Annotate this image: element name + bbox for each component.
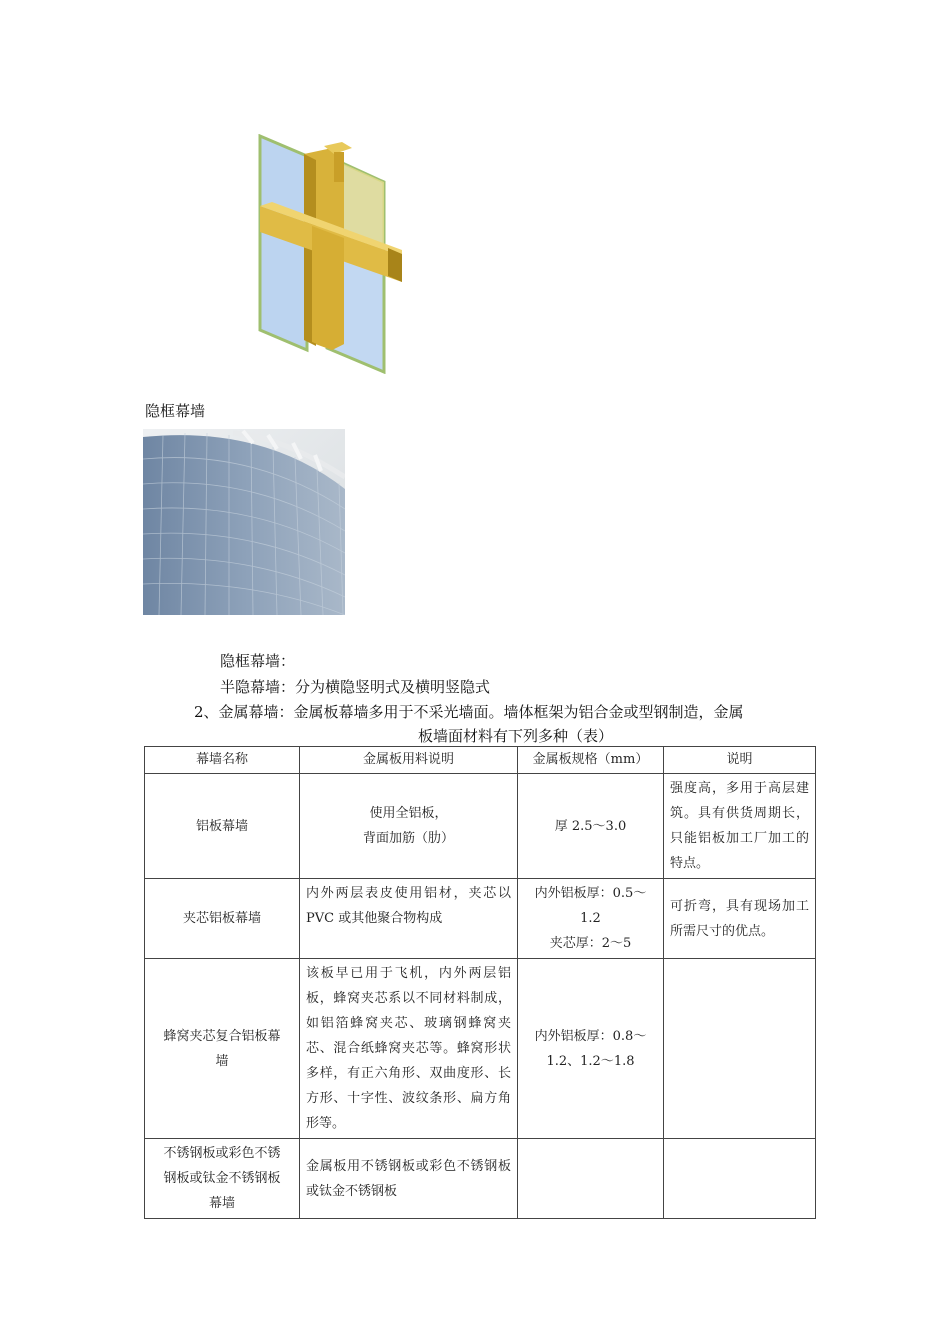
cell-name: 铝板幕墙 (145, 774, 300, 879)
header-note: 说明 (664, 747, 816, 774)
header-spec: 金属板规格（mm） (518, 747, 664, 774)
header-material: 金属板用料说明 (300, 747, 518, 774)
metal-curtain-wall-table (144, 746, 816, 1219)
cell-note (664, 959, 816, 1139)
cell-material: 金属板用不锈钢板或彩色不锈钢板或钛金不锈钢板 (300, 1139, 518, 1219)
cell-material: 使用全铝板， 背面加筋（肋） (300, 774, 518, 879)
paragraph-hidden-frame: 隐框幕墙： (220, 652, 296, 670)
cell-spec (518, 1139, 664, 1219)
header-name: 幕墙名称 (145, 747, 300, 774)
table-row (145, 879, 816, 959)
cell-name: 夹芯铝板幕墙 (145, 879, 300, 959)
cell-spec: 内外铝板厚：0.8～ 1.2、1.2～1.8 (518, 959, 664, 1139)
cell-material: 该板早已用于飞机，内外两层铝板，蜂窝夹芯系以不同材料制成，如铝箔蜂窝夹芯、玻璃钢蜂窝夹芯、混合纸蜂窝夹芯等。蜂窝形状多样，有正六角形、双曲度形、长方形、十字性、波纹条形、扁方角形等。 (300, 959, 518, 1139)
table-row (145, 959, 816, 1139)
cell-material: 内外两层表皮使用铝材，夹芯以 PVC 或其他聚合物构成 (300, 879, 518, 959)
table-header-row (145, 747, 816, 774)
cell-name: 不锈钢板或彩色不锈 钢板或钛金不锈钢板 幕墙 (145, 1139, 300, 1219)
curtain-wall-frame-figure (252, 134, 412, 374)
cell-spec: 内外铝板厚：0.5～ 1.2 夹芯厚：2～5 (518, 879, 664, 959)
paragraph-metal-curtain-wall: 2、金属幕墙：金属板幕墙多用于不采光墙面。墙体框架为铝合金或型钢制造，金属 (194, 703, 744, 721)
cell-name: 蜂窝夹芯复合铝板幕 墙 (145, 959, 300, 1139)
cell-note (664, 1139, 816, 1219)
cell-spec: 厚 2.5～3.0 (518, 774, 664, 879)
hidden-frame-caption: 隐框幕墙 (145, 402, 206, 420)
cell-note: 可折弯，具有现场加工所需尺寸的优点。 (664, 879, 816, 959)
cell-note: 强度高，多用于高层建筑。具有供货周期长，只能铝板加工厂加工的特点。 (664, 774, 816, 879)
table-row (145, 774, 816, 879)
paragraph-metal-curtain-wall-cont: 板墙面材料有下列多种（表） (418, 727, 614, 745)
table-row (145, 1139, 816, 1219)
curtain-wall-photo (143, 429, 345, 615)
paragraph-semi-hidden: 半隐幕墙：分为横隐竖明式及横明竖隐式 (220, 678, 491, 696)
